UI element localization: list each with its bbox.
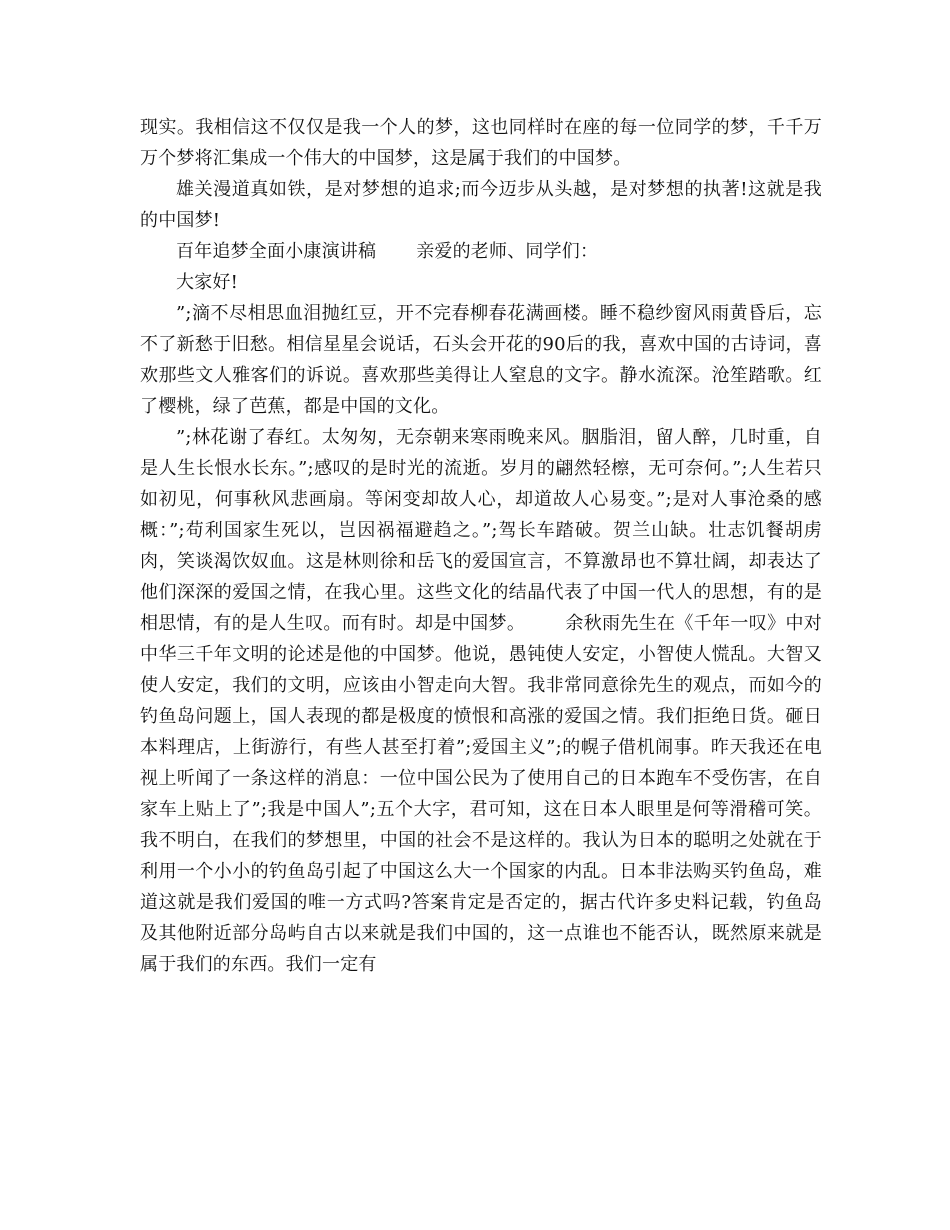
speech-title: 百年追梦全面小康演讲稿 [176, 241, 377, 262]
salutation: 亲爱的老师、同学们： [416, 241, 599, 262]
document-body [140, 112, 822, 980]
paragraph-text: 现实。我相信这不仅仅是我一个人的梦，这也同样时在座的每一位同学的梦，千千万万个梦将汇集成一个伟大的中国梦，这是属于我们的中国梦。 [140, 117, 822, 169]
paragraph-3 [140, 236, 822, 267]
paragraph-continuation: 余秋雨先生在《千年一叹》中对中华三千年文明的论述是他的中国梦。他说，愚钝使人安定，小智使人慌乱。大智又使人安定，我们的文明，应该由小智走向大智。我非常同意徐先生的观点，而如今的钓鱼岛问题上，国人表现的都是极度的愤恨和高涨的爱国之情。我们拒绝日货。砸日本料理店，上街游行，有些人甚至打着”;爱国主义”;的幌子借机闹事。昨天我还在电视上听闻了一条这样的消息：一位中国公民为了使用自己的日本跑车不受伤害，在自家车上贴上了”;我是中国人”;五个大字，君可知，这在日本人眼里是何等滑稽可笑。我不明白，在我们的梦想里，中国的社会不是这样的。我认为日本的聪明之处就在于利用一个小小的钓鱼岛引起了中国这么大一个国家的内乱。日本非法购买钓鱼岛，难道这就是我们爱国的唯一方式吗?答案肯定是否定的，据古代许多史料记载，钓鱼岛及其他附近部分岛屿自古以来就是我们中国的，这一点谁也不能否认，既然原来就是属于我们的东西。我们一定有 [140, 613, 822, 975]
paragraph-text: ”;林花谢了春红。太匆匆，无奈朝来寒雨晚来风。胭脂泪，留人醉，几时重，自是人生长恨水长东。”;感叹的是时光的流逝。岁月的翩然轻檫，无可奈何。”;人生若只如初见，何事秋风悲画扇。等闲变却故人心，却道故人心易变。”;是对人事沧桑的感概：”;苟利国家生死以，岂因祸福避趋之。”;驾长车踏破。贺兰山缺。壮志饥餐胡虏肉，笑谈渴饮奴血。这是林则徐和岳飞的爱国宣言，不算激昂也不算壮阔，却表达了他们深深的爱国之情，在我心里。这些文化的结晶代表了中国一代人的思想，有的是相思情，有的是人生叹。而有时。却是中国梦。 [140, 427, 822, 634]
paragraph-text: 雄关漫道真如铁，是对梦想的追求;而今迈步从头越，是对梦想的执著!这就是我的中国梦! [140, 179, 822, 231]
paragraph-5 [140, 298, 822, 422]
paragraph-2 [140, 174, 822, 236]
paragraph-1 [140, 112, 822, 174]
paragraph-text: ”;滴不尽相思血泪抛红豆，开不完春柳春花满画楼。睡不稳纱窗风雨黄昏后，忘不了新愁于旧愁。相信星星会说话，石头会开花的90后的我，喜欢中国的古诗词，喜欢那些文人雅客们的诉说。喜欢那些美得让人窒息的文字。静水流深。沧笙踏歌。红了樱桃，绿了芭蕉，都是中国的文化。 [140, 303, 822, 417]
paragraph-6 [140, 422, 822, 980]
paragraph-4 [140, 267, 822, 298]
greeting: 大家好! [176, 272, 239, 293]
